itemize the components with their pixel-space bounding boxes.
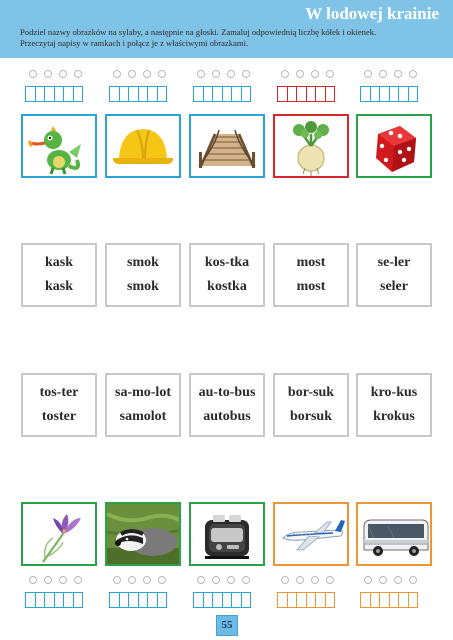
answer-slot bbox=[25, 70, 93, 110]
word-card[interactable] bbox=[189, 243, 265, 307]
picture-frame[interactable] bbox=[273, 502, 349, 566]
word-syllables: tos-ter bbox=[39, 385, 79, 400]
syllable-dots bbox=[113, 576, 177, 586]
word-text: most bbox=[296, 279, 326, 294]
picture-frame[interactable] bbox=[356, 114, 432, 178]
letter-boxes bbox=[277, 86, 335, 102]
answer-slot bbox=[109, 576, 177, 616]
instructions bbox=[20, 27, 440, 49]
syllable-circle[interactable] bbox=[364, 70, 372, 78]
word-text: borsuk bbox=[289, 409, 333, 424]
word-syllables: kask bbox=[44, 255, 74, 270]
syllable-circle[interactable] bbox=[379, 576, 387, 584]
syllable-circle[interactable] bbox=[74, 70, 82, 78]
word-text: kostka bbox=[207, 279, 247, 294]
syllable-circle[interactable] bbox=[143, 576, 151, 584]
syllable-circle[interactable] bbox=[128, 576, 136, 584]
answer-slot bbox=[193, 70, 261, 110]
answer-slot bbox=[277, 576, 345, 616]
syllable-dots bbox=[281, 70, 345, 80]
word-card[interactable] bbox=[189, 373, 265, 437]
letter-box[interactable] bbox=[73, 86, 84, 102]
letter-boxes bbox=[25, 592, 83, 608]
letter-boxes bbox=[360, 86, 418, 102]
picture-frame[interactable] bbox=[356, 502, 432, 566]
letter-box[interactable] bbox=[241, 592, 252, 608]
word-card[interactable] bbox=[356, 373, 432, 437]
word-card[interactable] bbox=[21, 243, 97, 307]
syllable-dots bbox=[29, 70, 93, 80]
letter-boxes bbox=[109, 86, 167, 102]
letter-box[interactable] bbox=[157, 86, 168, 102]
word-syllables: se-ler bbox=[377, 255, 411, 270]
syllable-circle[interactable] bbox=[158, 70, 166, 78]
letter-box[interactable] bbox=[157, 592, 168, 608]
syllable-circle[interactable] bbox=[409, 70, 417, 78]
answer-slot bbox=[109, 70, 177, 110]
syllable-circle[interactable] bbox=[326, 70, 334, 78]
dice-icon bbox=[358, 116, 430, 176]
page-title: W lodowej krainie bbox=[305, 4, 439, 23]
letter-box[interactable] bbox=[408, 592, 419, 608]
word-card[interactable] bbox=[273, 373, 349, 437]
word-syllables: most bbox=[296, 255, 326, 270]
word-syllables: au-to-bus bbox=[198, 385, 256, 400]
word-text: autobus bbox=[203, 409, 251, 424]
dragon-icon bbox=[23, 116, 95, 176]
picture-frame[interactable] bbox=[105, 502, 181, 566]
syllable-circle[interactable] bbox=[59, 70, 67, 78]
answer-slot bbox=[25, 576, 93, 616]
syllable-dots bbox=[364, 576, 428, 586]
syllable-circle[interactable] bbox=[242, 70, 250, 78]
syllable-circle[interactable] bbox=[44, 70, 52, 78]
word-syllables: smok bbox=[127, 255, 159, 270]
toaster-icon bbox=[191, 504, 263, 564]
picture-frame[interactable] bbox=[21, 502, 97, 566]
word-card[interactable] bbox=[21, 373, 97, 437]
syllable-dots bbox=[29, 576, 93, 586]
syllable-circle[interactable] bbox=[29, 576, 37, 584]
bottom-answer-slots bbox=[0, 576, 453, 616]
syllable-circle[interactable] bbox=[379, 70, 387, 78]
word-card[interactable] bbox=[105, 373, 181, 437]
letter-boxes bbox=[360, 592, 418, 608]
syllable-dots bbox=[197, 70, 261, 80]
syllable-circle[interactable] bbox=[281, 576, 289, 584]
word-card[interactable] bbox=[105, 243, 181, 307]
word-text: toster bbox=[41, 409, 77, 424]
answer-slot bbox=[360, 70, 428, 110]
crocus-icon bbox=[23, 504, 95, 564]
picture-frame[interactable] bbox=[273, 114, 349, 178]
page-number: 55 bbox=[216, 615, 238, 636]
word-card[interactable] bbox=[356, 243, 432, 307]
airplane-icon bbox=[275, 504, 347, 564]
instruction-line-2: Przeczytaj napisy w ramkach i połącz je z właściwymi obrazkami. bbox=[20, 38, 249, 48]
syllable-circle[interactable] bbox=[394, 70, 402, 78]
syllable-circle[interactable] bbox=[326, 576, 334, 584]
syllable-circle[interactable] bbox=[364, 576, 372, 584]
syllable-dots bbox=[197, 576, 261, 586]
answer-slot bbox=[193, 576, 261, 616]
syllable-circle[interactable] bbox=[212, 70, 220, 78]
letter-boxes bbox=[25, 86, 83, 102]
syllable-circle[interactable] bbox=[409, 576, 417, 584]
syllable-circle[interactable] bbox=[311, 70, 319, 78]
instruction-line-1: Podziel nazwy obrazków na sylaby, a następnie na głoski. Zamaluj odpowiednią liczbę kółek i okienek. bbox=[20, 27, 377, 37]
picture-frame[interactable] bbox=[21, 114, 97, 178]
picture-frame[interactable] bbox=[105, 114, 181, 178]
syllable-circle[interactable] bbox=[113, 576, 121, 584]
word-card[interactable] bbox=[273, 243, 349, 307]
syllable-dots bbox=[281, 576, 345, 586]
syllable-circle[interactable] bbox=[143, 70, 151, 78]
letter-box[interactable] bbox=[325, 592, 336, 608]
syllable-circle[interactable] bbox=[227, 70, 235, 78]
word-text: seler bbox=[380, 279, 408, 294]
syllable-circle[interactable] bbox=[59, 576, 67, 584]
word-syllables: bor-suk bbox=[287, 385, 335, 400]
bus-icon bbox=[358, 504, 430, 564]
letter-boxes bbox=[193, 86, 251, 102]
badger-icon bbox=[107, 504, 179, 564]
syllable-circle[interactable] bbox=[197, 576, 205, 584]
word-text: smok bbox=[127, 279, 159, 294]
syllable-circle[interactable] bbox=[311, 576, 319, 584]
answer-slot bbox=[277, 70, 345, 110]
letter-box[interactable] bbox=[408, 86, 419, 102]
picture-frame[interactable] bbox=[189, 114, 265, 178]
letter-box[interactable] bbox=[325, 86, 336, 102]
syllable-circle[interactable] bbox=[29, 70, 37, 78]
word-text: samolot bbox=[119, 409, 167, 424]
syllable-circle[interactable] bbox=[394, 576, 402, 584]
syllable-circle[interactable] bbox=[158, 576, 166, 584]
letter-box[interactable] bbox=[241, 86, 252, 102]
syllable-circle[interactable] bbox=[44, 576, 52, 584]
word-text: kask bbox=[44, 279, 74, 294]
syllable-dots bbox=[364, 70, 428, 80]
syllable-circle[interactable] bbox=[227, 576, 235, 584]
letter-box[interactable] bbox=[73, 592, 84, 608]
letter-boxes bbox=[277, 592, 335, 608]
word-syllables: kro-kus bbox=[370, 385, 418, 400]
letter-boxes bbox=[109, 592, 167, 608]
syllable-circle[interactable] bbox=[212, 576, 220, 584]
helmet-icon bbox=[107, 116, 179, 176]
word-syllables: sa-mo-lot bbox=[115, 385, 171, 400]
top-answer-slots bbox=[0, 70, 453, 110]
picture-frame[interactable] bbox=[189, 502, 265, 566]
syllable-dots bbox=[113, 70, 177, 80]
syllable-circle[interactable] bbox=[128, 70, 136, 78]
syllable-circle[interactable] bbox=[281, 70, 289, 78]
syllable-circle[interactable] bbox=[113, 70, 121, 78]
syllable-circle[interactable] bbox=[74, 576, 82, 584]
word-syllables: kos-tka bbox=[204, 255, 250, 270]
word-text: krokus bbox=[373, 409, 415, 424]
syllable-circle[interactable] bbox=[242, 576, 250, 584]
answer-slot bbox=[360, 576, 428, 616]
bridge-icon bbox=[191, 116, 263, 176]
syllable-circle[interactable] bbox=[296, 70, 304, 78]
syllable-circle[interactable] bbox=[296, 576, 304, 584]
celery-icon bbox=[275, 116, 347, 176]
syllable-circle[interactable] bbox=[197, 70, 205, 78]
letter-boxes bbox=[193, 592, 251, 608]
